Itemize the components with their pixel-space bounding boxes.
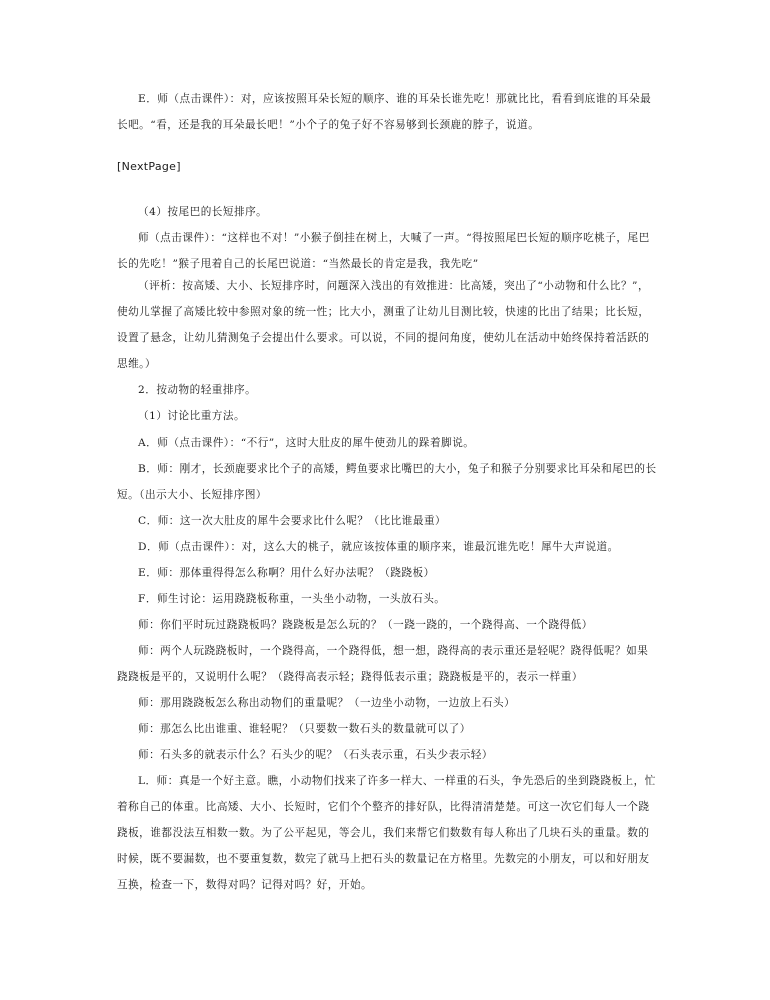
paragraph: L．师：真是一个好主意。瞧，小动物们找来了许多一样大、一样重的石头，争先恐后的坐到跷跷板上，忙着称自己的体重。比高矮、大小、长短时，它们个个整齐的排好队，比得清清楚楚。可这一次它们每人一个跷跷板，谁都没法互相数一数。为了公平起见，等会儿，我们来帮它们数数有每人称出了几块石头的重量。数的时候，既不要漏数，也不要重复数，数完了就马上把石头的数量记在方格里。先数完的小朋友，可以和好朋友互换，检查一下，数得对吗？记得对吗？好，开始。 (117, 775, 656, 891)
paragraph: 2．按动物的轻重排序。 (138, 384, 257, 396)
paragraph: A．师（点击课件）：“不行”，这时大肚皮的犀牛使劲儿的跺着脚说。 (138, 437, 475, 449)
paragraph: 师：两个人玩跷跷板时，一个跷得高，一个跷得低，想一想，跷得高的表示重还是轻呢？跷得低呢？如果跷跷板是平的，又说明什么呢？（跷得高表示轻；跷得低表示重；跷跷板是平的，表示一样重） (117, 645, 649, 683)
paragraph: 师：那怎么比出谁重、谁轻呢？（只要数一数石头的数量就可以了） (138, 723, 471, 735)
paragraph: E．师：那体重得得怎么称啊？用什么好办法呢？（跷跷板） (138, 567, 435, 579)
paragraph: （4）按尾巴的长短排序。 (138, 206, 268, 218)
paragraph: （评析：按高矮、大小、长短排序时，问题深入浅出的有效推进：比高矮，突出了“小动物和什么比？”，使幼儿掌握了高矮比较中参照对象的统一性；比大小，测重了让幼儿目测比较，快速的比出了结果；比长短，设置了悬念，让幼儿猜测兔子会提出什么要求。可以说，不同的提问角度，使幼儿在活动中始终保持着活跃的思维。） (117, 280, 650, 370)
paragraph: D．师（点击课件）：对，这么大的桃子，就应该按体重的顺序来，谁最沉谁先吃！犀牛大声说道。 (138, 541, 619, 553)
paragraph: 师：那用跷跷板怎么称出动物们的重量呢？（一边坐小动物，一边放上石头） (138, 697, 516, 709)
page-break-marker: [NextPage] (117, 160, 181, 173)
paragraph: E．师（点击课件）：对，应该按照耳朵长短的顺序、谁的耳朵长谁先吃！那就比比，看看到底谁的耳朵最长吧。“看，还是我的耳朵最长吧！”小个子的兔子好不容易够到长颈鹿的脖子，说道。 (117, 93, 652, 131)
paragraph: B．师：刚才，长颈鹿要求比个子的高矮，鳄鱼要求比嘴巴的大小，兔子和猴子分别要求比耳朵和尾巴的长短。（出示大小、长短排序图） (117, 463, 657, 501)
paragraph: F．师生讨论：运用跷跷板称重，一头坐小动物，一头放石头。 (138, 593, 446, 605)
paragraph: 师：你们平时玩过跷跷板吗？跷跷板是怎么玩的？（一跷一跷的，一个跷得高、一个跷得低） (138, 619, 593, 631)
paragraph: 师：石头多的就表示什么？石头少的呢？（石头表示重，石头少表示轻） (138, 749, 493, 761)
paragraph: C．师：这一次大肚皮的犀牛会要求比什么呢？（比比谁最重） (138, 515, 447, 527)
paragraph: （1）讨论比重方法。 (138, 410, 246, 422)
paragraph: 师（点击课件）：“这样也不对！”小猴子倒挂在树上，大喊了一声。“得按照尾巴长短的顺序吃桃子，尾巴长的先吃！”猴子甩着自己的长尾巴说道：“当然最长的肯定是我，我先吃” (117, 232, 650, 270)
